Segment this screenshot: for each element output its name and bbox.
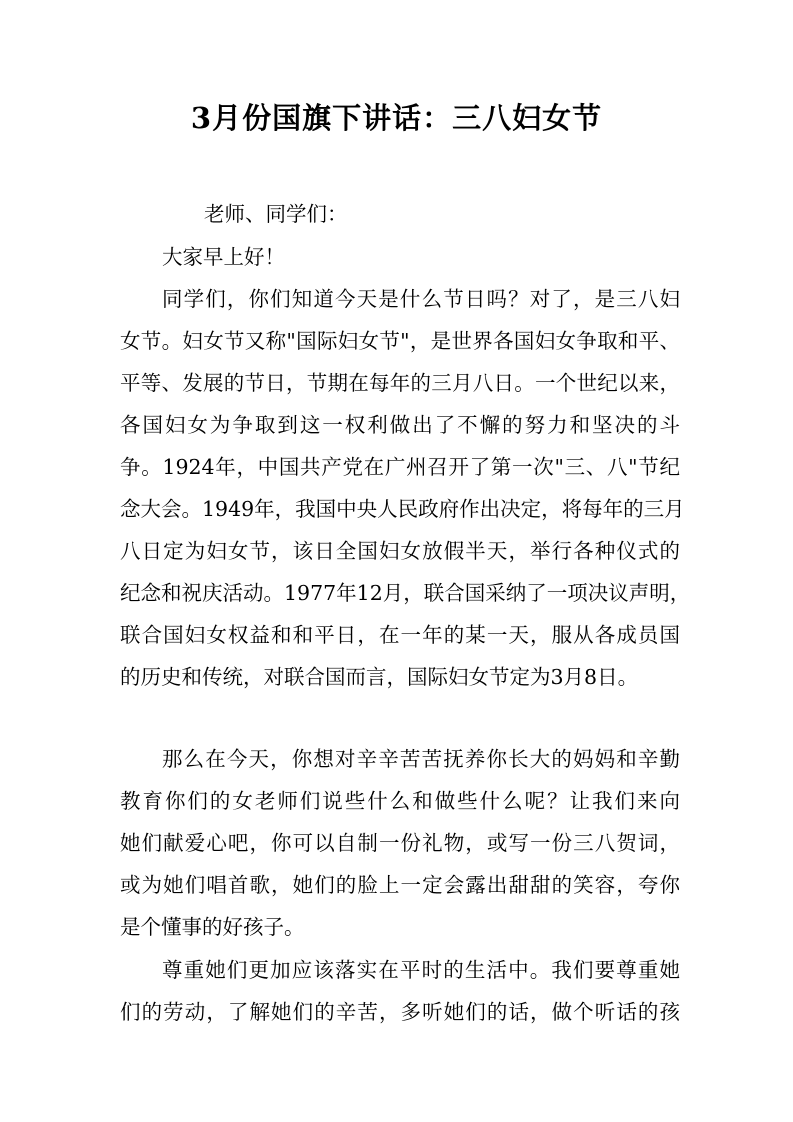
paragraph-line: 教育你们的女老师们说些什么和做些什么呢？让我们来向 (120, 789, 680, 813)
paragraph-line: 八日定为妇女节，该日全国妇女放假半天，举行各种仪式的 (120, 539, 680, 563)
paragraph-line: 们的劳动，了解她们的辛苦，多听她们的话，做个听话的孩 (120, 1000, 680, 1024)
paragraph-line: 平等、发展的节日，节期在每年的三月八日。一个世纪以来， (120, 371, 680, 395)
paragraph-line: 女节。妇女节又称"国际妇女节"，是世界各国妇女争取和平、 (120, 329, 680, 353)
paragraph-line: 争。1924年，中国共产党在广州召开了第一次"三、八"节纪 (120, 455, 680, 479)
paragraph-line: 纪念和祝庆活动。1977年12月，联合国采纳了一项决议声明， (120, 581, 691, 605)
paragraph-line: 各国妇女为争取到这一权利做出了不懈的努力和坚决的斗 (120, 413, 680, 437)
paragraph-line: 她们献爱心吧，你可以自制一份礼物，或写一份三八贺词， (120, 831, 680, 855)
paragraph-line: 联合国妇女权益和和平日，在一年的某一天，服从各成员国 (120, 623, 680, 647)
document-title: 3月份国旗下讲话：三八妇女节 (190, 101, 603, 135)
paragraph-line: 的历史和传统，对联合国而言，国际妇女节定为3月8日。 (120, 665, 639, 689)
paragraph-line: 那么在今天，你想对辛辛苦苦抚养你长大的妈妈和辛勤 (162, 747, 680, 771)
greeting: 大家早上好！ (162, 245, 285, 269)
paragraph-line: 同学们，你们知道今天是什么节日吗？对了，是三八妇 (162, 287, 680, 311)
paragraph-line: 尊重她们更加应该落实在平时的生活中。我们要尊重她 (162, 958, 680, 982)
salutation: 老师、同学们： (204, 202, 348, 226)
paragraph-line: 念大会。1949年，我国中央人民政府作出决定，将每年的三月 (120, 497, 685, 521)
paragraph-line: 是个懂事的好孩子。 (120, 915, 305, 939)
paragraph-line: 或为她们唱首歌，她们的脸上一定会露出甜甜的笑容，夸你 (120, 873, 680, 897)
